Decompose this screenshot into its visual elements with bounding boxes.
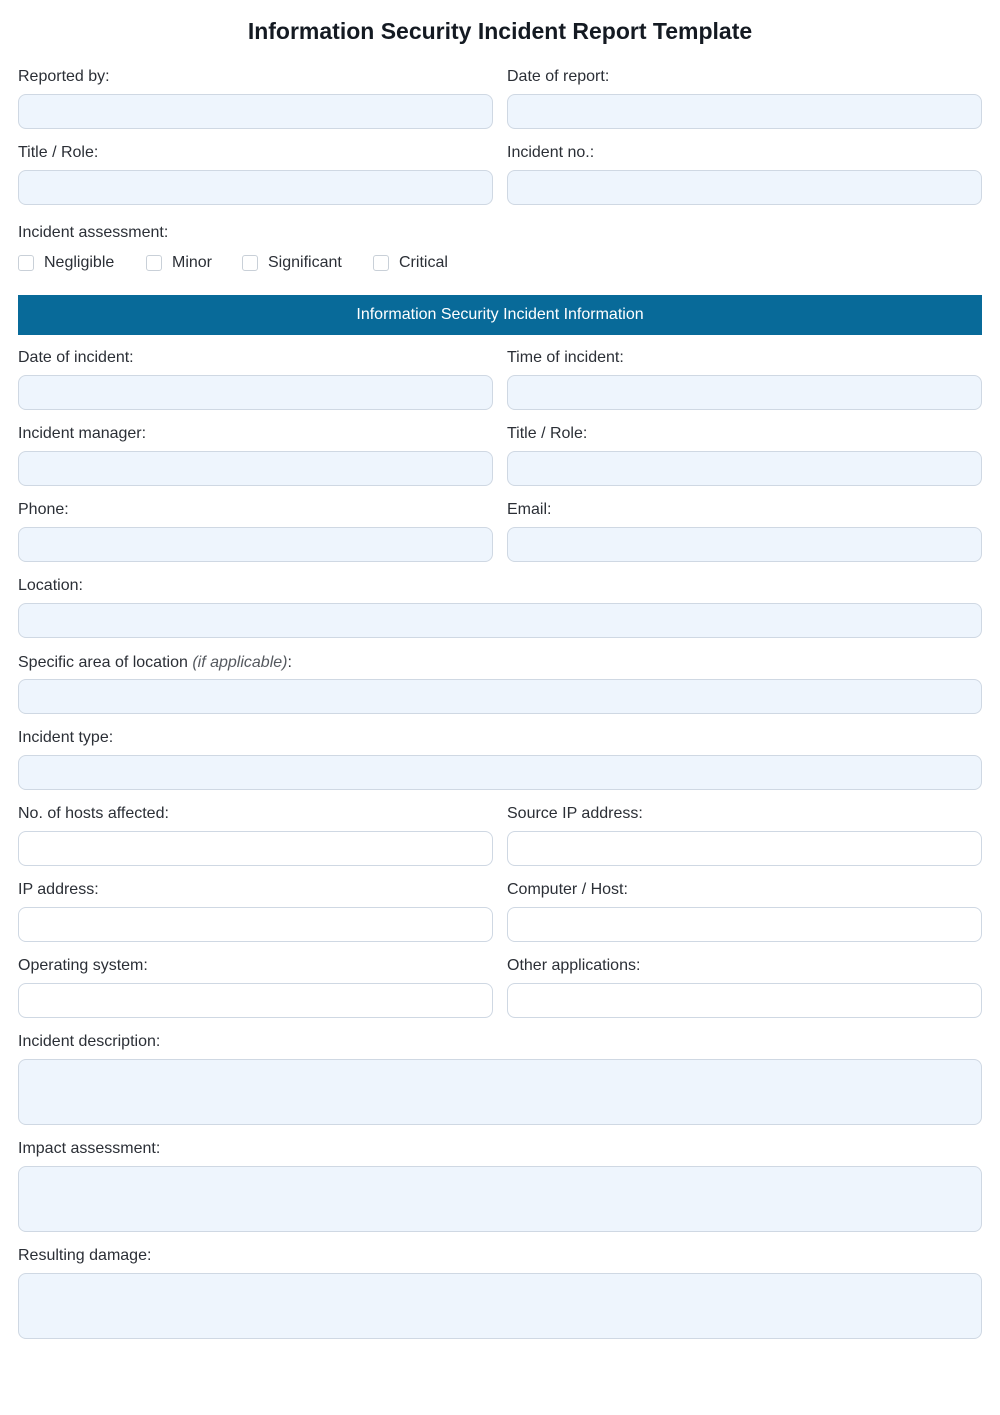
specific-area-hint: (if applicable) <box>192 654 288 671</box>
checkbox-critical[interactable] <box>373 255 389 271</box>
assessment-option-negligible[interactable] <box>18 254 114 272</box>
incident-no-input[interactable] <box>508 171 981 204</box>
title-role-label: Title / Role: <box>18 144 99 161</box>
incident-description-label: Incident description: <box>18 1033 161 1050</box>
time-of-incident-input[interactable] <box>508 376 981 409</box>
date-of-report-input[interactable] <box>508 95 981 128</box>
title-role-field[interactable] <box>18 170 493 205</box>
other-applications-input[interactable] <box>508 984 981 1017</box>
impact-assessment-field[interactable] <box>18 1166 982 1232</box>
incident-type-input[interactable] <box>19 756 981 789</box>
impact-assessment-label: Impact assessment: <box>18 1140 161 1157</box>
option-label: Significant <box>268 254 342 271</box>
computer-host-label: Computer / Host: <box>507 881 628 898</box>
incident-type-field[interactable] <box>18 755 982 790</box>
email-field[interactable] <box>507 527 982 562</box>
location-field[interactable] <box>18 603 982 638</box>
reported-by-field[interactable] <box>18 94 493 129</box>
time-of-incident-field[interactable] <box>507 375 982 410</box>
ip-address-label: IP address: <box>18 881 99 898</box>
incident-description-field[interactable] <box>18 1059 982 1125</box>
date-of-report-field[interactable] <box>507 94 982 129</box>
resulting-damage-textarea[interactable] <box>19 1274 981 1338</box>
assessment-option-significant[interactable] <box>242 254 342 272</box>
checkbox-significant[interactable] <box>242 255 258 271</box>
checkbox-negligible[interactable] <box>18 255 34 271</box>
specific-area-text: Specific area of location <box>18 654 193 671</box>
date-of-incident-input[interactable] <box>19 376 492 409</box>
incident-type-label: Incident type: <box>18 729 114 746</box>
other-applications-label: Other applications: <box>507 957 641 974</box>
ip-address-input[interactable] <box>19 908 492 941</box>
ip-address-field[interactable] <box>18 907 493 942</box>
incident-no-label: Incident no.: <box>507 144 595 161</box>
location-input[interactable] <box>19 604 981 637</box>
title-role-input[interactable] <box>19 171 492 204</box>
date-of-incident-label: Date of incident: <box>18 349 134 366</box>
incident-manager-label: Incident manager: <box>18 425 147 442</box>
incident-manager-input[interactable] <box>19 452 492 485</box>
assessment-option-minor[interactable] <box>146 254 212 272</box>
email-input[interactable] <box>508 528 981 561</box>
incident-assessment-label: Incident assessment: <box>18 224 169 241</box>
hosts-affected-label: No. of hosts affected: <box>18 805 169 822</box>
option-label: Negligible <box>44 254 115 271</box>
option-label: Critical <box>399 254 448 271</box>
checkbox-minor[interactable] <box>146 255 162 271</box>
operating-system-input[interactable] <box>19 984 492 1017</box>
email-label: Email: <box>507 501 552 518</box>
other-applications-field[interactable] <box>507 983 982 1018</box>
phone-input[interactable] <box>19 528 492 561</box>
specific-area-label <box>18 654 292 672</box>
computer-host-field[interactable] <box>507 907 982 942</box>
date-of-incident-field[interactable] <box>18 375 493 410</box>
source-ip-field[interactable] <box>507 831 982 866</box>
incident-description-textarea[interactable] <box>19 1060 981 1124</box>
location-label: Location: <box>18 577 83 594</box>
option-label: Minor <box>172 254 213 271</box>
specific-area-field[interactable] <box>18 679 982 714</box>
computer-host-input[interactable] <box>508 908 981 941</box>
hosts-affected-field[interactable] <box>18 831 493 866</box>
source-ip-input[interactable] <box>508 832 981 865</box>
date-of-report-label: Date of report: <box>507 68 610 85</box>
time-of-incident-label: Time of incident: <box>507 349 624 366</box>
incident-no-field[interactable] <box>507 170 982 205</box>
operating-system-label: Operating system: <box>18 957 148 974</box>
hosts-affected-input[interactable] <box>19 832 492 865</box>
phone-field[interactable] <box>18 527 493 562</box>
page-title: Information Security Incident Report Template <box>247 18 753 44</box>
incident-manager-field[interactable] <box>18 451 493 486</box>
specific-area-suffix: : <box>287 654 292 671</box>
operating-system-field[interactable] <box>18 983 493 1018</box>
resulting-damage-field[interactable] <box>18 1273 982 1339</box>
assessment-option-critical[interactable] <box>373 254 448 272</box>
manager-title-role-input[interactable] <box>508 452 981 485</box>
impact-assessment-textarea[interactable] <box>19 1167 981 1231</box>
phone-label: Phone: <box>18 501 69 518</box>
manager-title-role-field[interactable] <box>507 451 982 486</box>
manager-title-role-label: Title / Role: <box>507 425 588 442</box>
resulting-damage-label: Resulting damage: <box>18 1247 152 1264</box>
reported-by-label: Reported by: <box>18 68 110 85</box>
source-ip-label: Source IP address: <box>507 805 643 822</box>
specific-area-input[interactable] <box>19 680 981 713</box>
section-header: Information Security Incident Information <box>18 295 982 335</box>
reported-by-input[interactable] <box>19 95 492 128</box>
